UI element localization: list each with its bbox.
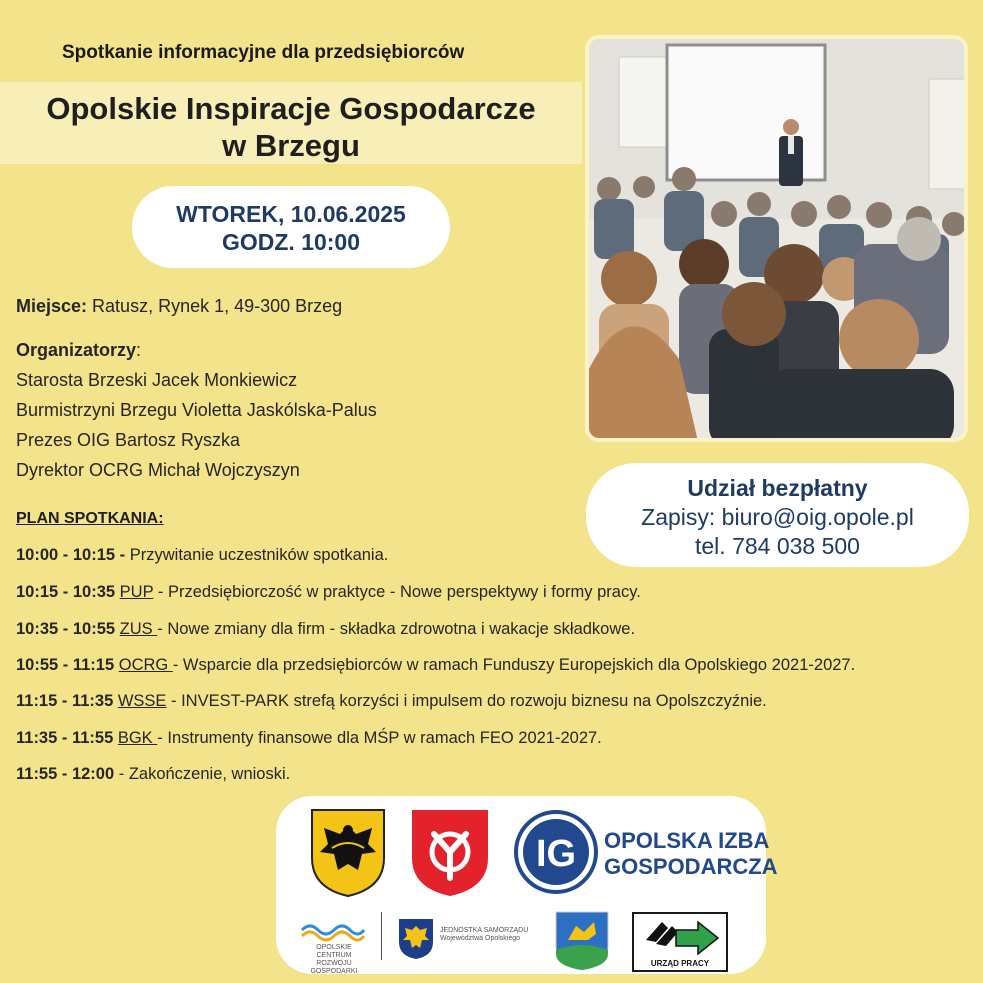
oig-name-line-2: GOSPODARCZA [604, 854, 778, 879]
agenda-text: - Zakończenie, wnioski. [114, 765, 291, 783]
plan-heading: PLAN SPOTKANIA: [16, 510, 164, 527]
agenda-time: 10:15 - 10:35 [16, 583, 116, 601]
voivodeship-crest-icon [398, 918, 434, 960]
ocrg-name-line-2: ROZWOJU GOSPODARKI [310, 960, 358, 975]
agenda-institution: BGK [117, 729, 158, 747]
location-line [16, 296, 342, 317]
agenda-time: 10:55 - 11:15 [16, 656, 115, 674]
agenda-time: 10:35 - 10:55 [16, 620, 116, 638]
agenda-item [16, 765, 290, 784]
voivodeship-line-1: JEDNOSTKA SAMORZĄDU [440, 927, 529, 934]
oig-logo-icon [512, 808, 600, 896]
organizers-label: Organizatorzy [16, 340, 137, 360]
location-label: Miejsce: [16, 296, 88, 316]
phone-number[interactable]: tel. 784 038 500 [695, 533, 860, 559]
organizers-heading [16, 340, 141, 361]
agenda-text: - Wsparcie dla przedsiębiorców w ramach Funduszy Europejskich dla Opolskiego 2021-2027. [172, 656, 856, 674]
voivodeship-line-2: Województwa Opolskiego [440, 935, 521, 942]
agenda-item [16, 729, 602, 748]
agenda-text: - INVEST-PARK strefą korzyści i impulsem do rozwoju biznesu na Opolszczyźnie. [166, 692, 767, 710]
agenda-time: 10:00 - 10:15 - [16, 546, 126, 564]
title-line-1: Opolskie Inspiracje Gospodarcze [46, 91, 536, 126]
title-band [0, 82, 582, 164]
agenda-institution: OCRG [118, 656, 173, 674]
organizer-item: Starosta Brzeski Jacek Monkiewicz [16, 370, 298, 390]
organizer-item: Dyrektor OCRG Michał Wojczyszyn [16, 460, 300, 480]
agenda-institution: PUP [119, 583, 154, 601]
organizer-item: Burmistrzyni Brzegu Violetta Jaskólska-Palus [16, 400, 377, 420]
date-day: WTOREK, 10.06.2025 [176, 201, 406, 227]
oig-name-line-1: OPOLSKA IZBA [604, 828, 770, 853]
ocrg-name [298, 944, 370, 976]
city-crest-icon [554, 910, 610, 972]
agenda-item [16, 546, 388, 565]
organizer-item: Prezes OIG Bartosz Ryszka [16, 430, 241, 450]
labour-office-icon [632, 912, 728, 972]
agenda-text: - Nowe zmiany dla firm - składka zdrowotna i wakacje składkowe. [157, 620, 636, 638]
agenda-time: 11:15 - 11:35 [16, 692, 114, 710]
ocrg-name-line-1: OPOLSKIE CENTRUM [316, 944, 352, 959]
agenda-text: - Instrumenty finansowe dla MŚP w ramach FEO 2021-2027. [157, 729, 602, 747]
conference-photo [585, 35, 968, 442]
agenda-item [16, 620, 635, 639]
agenda-time: 11:35 - 11:55 [16, 729, 114, 747]
oig-letters: IG [535, 833, 577, 875]
agenda-text: - Przedsiębiorczość w praktyce - Nowe perspektywy i formy pracy. [153, 583, 641, 601]
title-line-2: w Brzegu [222, 128, 360, 163]
county-crest-icon [410, 808, 490, 898]
oig-name [604, 828, 778, 880]
ocrg-wave-icon [300, 920, 366, 942]
voivodeship-name [440, 927, 550, 943]
agenda-item [16, 656, 855, 675]
eagle-crest-icon [310, 808, 386, 898]
agenda-time: 11:55 - 12:00 [16, 765, 115, 783]
date-pill [132, 186, 450, 268]
contact-pill [586, 463, 969, 567]
subtitle: Spotkanie informacyjne dla przedsiębiorców [62, 42, 465, 63]
agenda-institution: ZUS [119, 620, 158, 638]
agenda-institution: WSSE [117, 692, 167, 710]
date-time: GODZ. 10:00 [221, 229, 361, 255]
logo-divider [381, 912, 382, 960]
signup-email[interactable]: Zapisy: biuro@oig.opole.pl [641, 504, 914, 530]
labour-office-label: URZĄD PRACY [650, 959, 710, 968]
location-value: Ratusz, Rynek 1, 49-300 Brzeg [87, 296, 343, 316]
organizers-colon: : [136, 340, 142, 360]
agenda-item [16, 583, 641, 602]
free-participation: Udział bezpłatny [687, 475, 868, 501]
partner-logos [276, 796, 778, 975]
conference-illustration [589, 39, 968, 442]
agenda-text: Przywitanie uczestników spotkania. [125, 546, 389, 564]
agenda-item [16, 692, 767, 711]
